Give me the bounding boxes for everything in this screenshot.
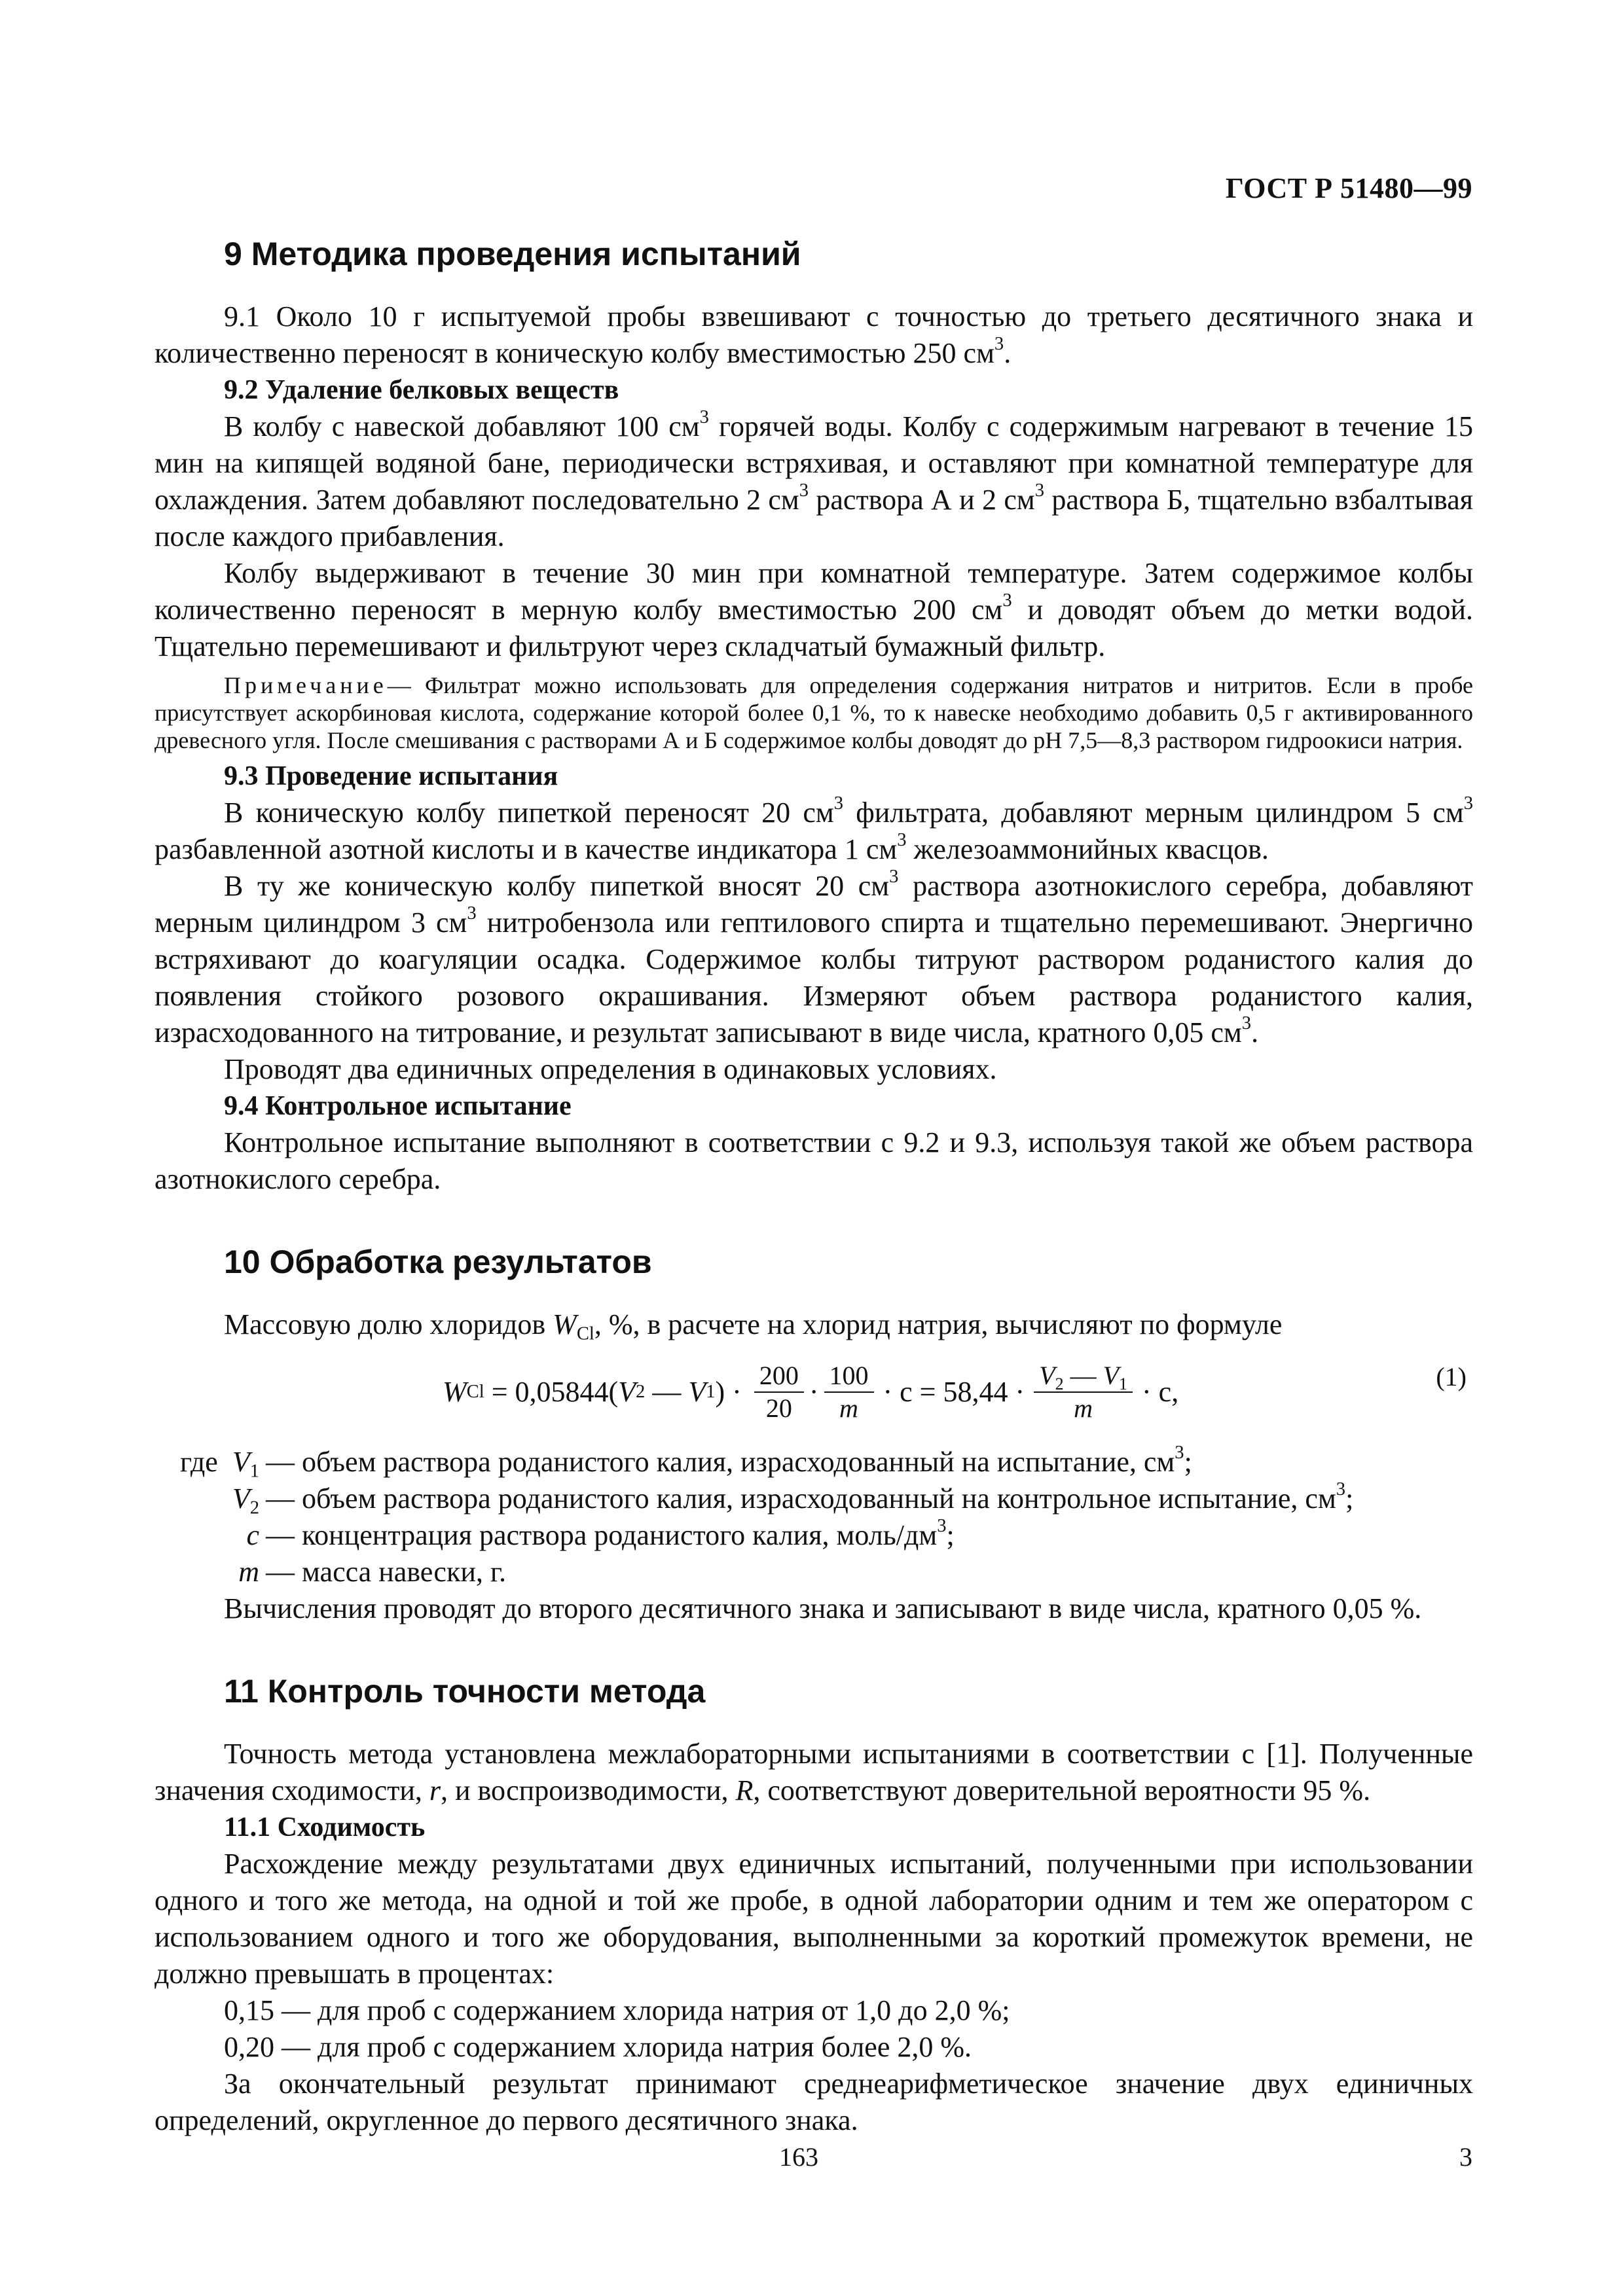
paragraph-9-3-b: В ту же коническую колбу пипеткой вносят 20 $см^3$ раствора азотнокислого серебра, добавляют мерным цилиндром 3 $см^3$ нитробензола или гептилового спирта и тщательно перемешивают. Энергично встряхивают до коагуляции осадка. Содержимое колбы титруют раствором роданистого калия до появления стойкого розового окрашивания. Измеряют объем раствора роданистого калия, израсходованного на титрование, и результат записывают в виде числа, кратного 0,05 $см^3$. (155, 866, 1473, 1049)
paragraph-9-4: Контрольное испытание выполняют в соответствии с 9.2 и 9.3, используя такой же объем раствора азотнокислого серебра. (155, 1126, 1473, 1195)
paragraph-11-1-b: За окончательный результат принимают среднеарифметическое значение двух единичных определений, округленное до первого десятичного знака. (155, 2068, 1473, 2136)
formula-1 (155, 1352, 1473, 1437)
paragraph-10-outro: Вычисления проводят до второго десятичного знака и записывают в виде числа, кратного 0,05 %. (224, 1592, 1422, 1624)
definition-row: m — масса навески, г. (238, 1556, 506, 1588)
subsection-11-1-title: 11.1 Сходимость (224, 1812, 426, 1842)
document-body (155, 236, 1473, 2139)
section-10-title: 10 Обработка результатов (224, 1244, 652, 1280)
paragraph-9-3-c: Проводят два единичных определения в одинаковых условиях. (224, 1053, 997, 1085)
paragraph-9-2-b: Колбу выдерживают в течение 30 мин при комнатной температуре. Затем содержимое колбы количественно переносят в мерную колбу вместимостью 200 $см^3$ и доводят объем до метки водой. Тщательно перемешивают и фильтруют через складчатый бумажный фильтр. (155, 557, 1473, 662)
page-number-center: 163 (779, 2142, 818, 2172)
fraction-v2-v1-m: $\frac{V_2 — V_1}{m}$ (1034, 1360, 1133, 1424)
note: Примечание— Фильтрат можно использовать для определения содержания нитратов и нитритов. Если в пробе присутствует аскорбиновая кислота, содержание которой более 0,1 %, то к навеске необходимо добавить 0,5 г активированного древесного угля. После смешивания с растворами А и Б содержимое колбы доводят до рН 7,5—8,3 раствором гидроокиси натрия. (155, 672, 1473, 753)
paragraph-9-3-a: В коническую колбу пипеткой переносят 20 $см^3$ фильтрата, добавляют мерным цилиндром 5 $см^3$ разбавленной азотной кислоты и в качестве индикатора 1 $см^3$ железоаммонийных квасцов. (155, 793, 1473, 865)
document-code: ГОСТ Р 51480—99 (1225, 172, 1472, 204)
list-item-0-20: 0,20 — для проб с содержанием хлорида натрия более 2,0 %. (224, 2031, 972, 2063)
paragraph-9-1: 9.1 Около 10 г испытуемой пробы взвешивают с точностью до третьего десятичного знака и количественно переносят в коническую колбу вместимостью 250 $см^3$. (155, 300, 1473, 369)
fraction-100-m: $\frac{100}{m}$ (824, 1360, 874, 1424)
variable-definitions (155, 1444, 1473, 1590)
formula-number: (1) (1436, 1362, 1467, 1391)
subsection-9-2-title: 9.2 Удаление белковых веществ (224, 375, 619, 405)
paragraph-11-intro: Точность метода установлена межлабораторными испытаниями в соответствии с [1]. Полученные значения сходимости, r, и воспроизводимости, R, соответствуют доверительной вероятности 95 %. (155, 1738, 1473, 1806)
definition-row: c — концентрация раствора роданистого калия, моль/$дм^3$; (246, 1515, 955, 1551)
page-number-right: 3 (1459, 2142, 1472, 2172)
section-9-title: 9 Методика проведения испытаний (224, 236, 801, 272)
list-item-0-15: 0,15 — для проб с содержанием хлорида натрия от 1,0 до 2,0 %; (224, 1994, 1010, 2026)
paragraph-11-1-a: Расхождение между результатами двух единичных испытаний, полученными при использовании одного и того же метода, на одной и той же пробе, в одной лаборатории одним и тем же оператором с использованием одного и того же оборудования, выполненными за короткий промежуток времени, не должно превышать в процентах: (155, 1848, 1473, 1990)
formula-expression: W Cl = 0,05844( V 2 — V 1 ) · $\frac{200}{20}$ · $\frac{100}{m}$ · c = 58,44 · $\frac{V_2 — V_1}{m}$ · c, (443, 1361, 1179, 1423)
paragraph-9-2-a: В колбу с навеской добавляют 100 $см^3$ горячей воды. Колбу с содержимым нагревают в течение 15 мин на кипящей водяной бане, периодически встряхивая, и оставляют при комнатной температуре для охлаждения. Затем добавляют последовательно 2 $см^3$ раствора А и 2 $см^3$ раствора Б, тщательно взбалтывая после каждого прибавления. (155, 406, 1473, 552)
definition-row: $V_2$ — объем раствора роданистого калия, израсходованный на контрольное испытание, $см^3$; (232, 1479, 1354, 1518)
subsection-9-4-title: 9.4 Контрольное испытание (224, 1091, 572, 1121)
section-11-title: 11 Контроль точности метода (224, 1673, 706, 1710)
fraction-200-20: $\frac{200}{20}$ (754, 1360, 804, 1424)
definition-row: где $V_1$ — объем раствора роданистого калия, израсходованный на испытание, $см^3$; (180, 1442, 1192, 1482)
paragraph-10-intro: Массовую долю хлоридов $W_{Cl}$, %, в расчете на хлорид натрия, вычисляют по формуле (224, 1308, 1283, 1344)
note-label: Примечание (224, 672, 388, 698)
subsection-9-3-title: 9.3 Проведение испытания (224, 761, 558, 791)
